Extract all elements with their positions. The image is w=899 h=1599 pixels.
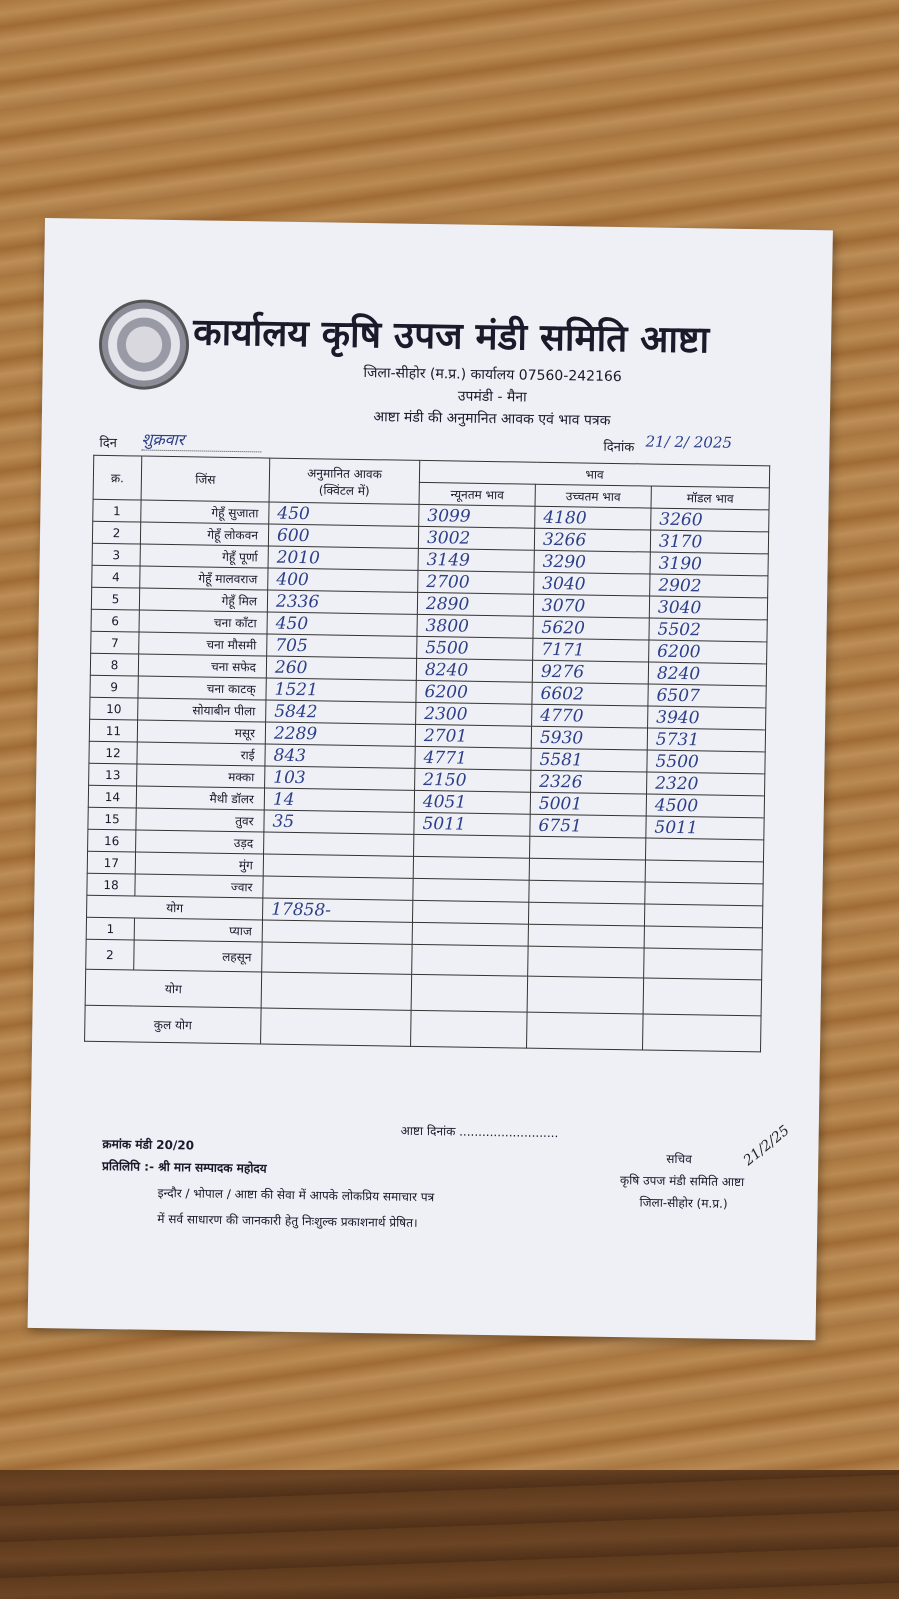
day-value: शुक्रवार <box>141 428 261 453</box>
row-modal-price: 6507 <box>648 684 766 708</box>
row-min-price: 3002 <box>418 526 534 550</box>
date-value: 21/ 2/ 2025 <box>645 432 733 452</box>
row-sn: 10 <box>90 697 138 720</box>
row-max-price: 3040 <box>534 572 650 596</box>
row-modal-price <box>645 860 763 884</box>
row-sn: 2 <box>86 939 134 970</box>
row-crop: गेहूँ लोकवन <box>140 522 268 546</box>
row-min-price: 5011 <box>414 812 530 836</box>
row-min-price: 4771 <box>415 746 531 770</box>
row-modal-price: 4500 <box>646 794 764 818</box>
row-min-price: 2701 <box>415 724 531 748</box>
date-label: दिनांक <box>603 439 635 456</box>
row-arrival: 600 <box>268 524 418 548</box>
row-max-price: 6751 <box>530 814 646 838</box>
sheet-heading: आष्टा मंडी की अनुमानित आवक एवं भाव पत्रक <box>373 409 611 429</box>
row-modal-price: 5502 <box>649 618 767 642</box>
table-edge <box>0 1470 899 1599</box>
district-contact: जिला-सीहोर (म.प्र.) कार्यालय 07560-242166 <box>363 365 622 386</box>
empty-cell <box>412 900 528 924</box>
row-modal-price: 8240 <box>648 662 766 686</box>
row-arrival: 2289 <box>265 722 415 746</box>
row-arrival <box>264 832 414 856</box>
header-min: न्यूनतम भाव <box>419 482 535 506</box>
row-sn: 13 <box>89 763 137 786</box>
row-modal-price: 2320 <box>647 772 765 796</box>
row-max-price: 7171 <box>533 638 649 662</box>
row-sn: 15 <box>88 807 136 830</box>
row-min-price <box>413 856 529 880</box>
row-max-price: 3266 <box>534 528 650 552</box>
row-sn: 16 <box>88 829 136 852</box>
empty-cell <box>644 948 762 980</box>
row-modal-price: 3940 <box>648 706 766 730</box>
mandi-seal-logo <box>98 299 189 390</box>
row-modal-price: 5731 <box>647 728 765 752</box>
price-table <box>84 455 770 1053</box>
row-max-price: 4180 <box>535 506 651 530</box>
row-sn: 6 <box>91 609 139 632</box>
row-min-price <box>413 878 529 902</box>
row-arrival: 14 <box>264 788 414 812</box>
copy-line-3: में सर्व साधारण की जानकारी हेतु निःशुल्क प्रकाशनार्थ प्रेषित। <box>157 1211 418 1230</box>
empty-cell <box>528 902 644 926</box>
row-sn: 9 <box>90 675 138 698</box>
price-sheet-document <box>28 218 833 1340</box>
header-arrival <box>269 458 420 504</box>
empty-cell <box>527 1012 644 1050</box>
row-sn: 5 <box>91 587 139 610</box>
copy-line-2: इन्दौर / भोपाल / आष्टा की सेवा में आपके लोकप्रिय समाचार पत्र <box>157 1185 435 1205</box>
total-value: 17858- <box>263 898 413 922</box>
row-min-price: 2150 <box>415 768 531 792</box>
row-crop: सोयाबीन पीला <box>138 698 266 722</box>
empty-cell <box>261 972 412 1010</box>
row-crop: राई <box>137 742 265 766</box>
header-max: उच्चतम भाव <box>535 484 651 508</box>
empty-cell <box>261 1008 412 1046</box>
sub-mandi: उपमंडी - मैना <box>457 388 527 406</box>
serial-number: क्रमांक मंडी 20/20 <box>102 1137 195 1153</box>
header-arrival-label: अनुमानित आवक <box>307 465 382 481</box>
row-crop: गेहूँ सुजाता <box>141 500 269 524</box>
empty-cell <box>412 922 528 946</box>
row-max-price: 9276 <box>532 660 648 684</box>
crop-rows <box>87 499 769 906</box>
row-sn: 12 <box>89 741 137 764</box>
row-min-price: 3149 <box>418 548 534 572</box>
header-price: भाव <box>419 460 769 487</box>
subtotal-label: योग <box>85 969 262 1008</box>
header-sn: क्र. <box>93 455 142 500</box>
row-modal-price <box>645 838 763 862</box>
row-arrival: 1521 <box>266 678 416 702</box>
header-modal: मॉडल भाव <box>651 486 769 510</box>
empty-cell <box>412 944 528 976</box>
row-modal-price: 3040 <box>649 596 767 620</box>
row-min-price <box>414 834 530 858</box>
header-crop: जिंस <box>141 456 270 502</box>
row-arrival: 450 <box>267 612 417 636</box>
row-arrival <box>263 854 413 878</box>
row-arrival <box>263 876 413 900</box>
row-max-price: 3290 <box>534 550 650 574</box>
row-min-price: 3099 <box>419 504 535 528</box>
row-arrival: 35 <box>264 810 414 834</box>
empty-cell <box>528 924 644 948</box>
day-label: दिन <box>99 435 118 452</box>
row-max-price: 4770 <box>532 704 648 728</box>
row-max-price: 3070 <box>533 594 649 618</box>
sign-title: सचिव <box>666 1151 692 1167</box>
row-crop: मैथी डॉलर <box>136 786 264 810</box>
row-modal-price <box>645 882 763 906</box>
row-min-price: 8240 <box>416 658 532 682</box>
row-modal-price: 5011 <box>646 816 764 840</box>
row-sn: 18 <box>87 873 135 896</box>
empty-cell <box>262 942 412 974</box>
row-crop: गेहूँ मालवराज <box>140 566 268 590</box>
empty-cell <box>644 904 762 928</box>
row-sn: 4 <box>92 565 140 588</box>
row-crop: प्याज <box>134 918 262 942</box>
row-crop: लहसून <box>134 940 262 972</box>
ashta-date-line: आष्टा दिनांक .......................... <box>400 1123 559 1141</box>
row-crop: उड़द <box>136 830 264 854</box>
row-arrival: 260 <box>266 656 416 680</box>
row-arrival: 843 <box>265 744 415 768</box>
row-sn: 3 <box>92 543 140 566</box>
empty-cell <box>644 926 762 950</box>
signature-date: 21/2/25 <box>740 1122 793 1170</box>
empty-cell <box>528 946 644 978</box>
row-max-price <box>529 880 645 904</box>
row-crop: मुंग <box>135 852 263 876</box>
row-arrival: 450 <box>269 502 419 526</box>
copy-line-1: प्रतिलिपि :- श्री मान सम्पादक महोदय <box>102 1159 267 1176</box>
empty-cell <box>262 920 412 944</box>
row-min-price: 2700 <box>418 570 534 594</box>
row-sn: 2 <box>92 521 140 544</box>
sign-district: जिला-सीहोर (म.प्र.) <box>639 1195 728 1211</box>
row-arrival: 2010 <box>268 546 418 570</box>
row-max-price: 5001 <box>530 792 646 816</box>
empty-cell <box>643 1014 762 1052</box>
sign-org: कृषि उपज मंडी समिति आष्टा <box>619 1173 745 1190</box>
row-min-price: 2300 <box>416 702 532 726</box>
row-arrival: 103 <box>265 766 415 790</box>
row-arrival: 2336 <box>267 590 417 614</box>
row-modal-price: 5500 <box>647 750 765 774</box>
row-modal-price: 2902 <box>650 574 768 598</box>
row-max-price: 5581 <box>531 748 647 772</box>
row-max-price <box>529 858 645 882</box>
row-max-price <box>530 836 646 860</box>
row-crop: गेहूँ मिल <box>139 588 267 612</box>
row-min-price: 6200 <box>416 680 532 704</box>
row-sn: 7 <box>91 631 139 654</box>
empty-cell <box>643 978 762 1016</box>
row-max-price: 6602 <box>532 682 648 706</box>
grand-total-label: कुल योग <box>85 1005 262 1044</box>
empty-cell <box>411 1010 528 1048</box>
row-modal-price: 6200 <box>649 640 767 664</box>
office-title: कार्यालय कृषि उपज मंडी समिति आष्टा <box>192 310 710 362</box>
row-min-price: 2890 <box>417 592 533 616</box>
row-sn: 1 <box>93 499 141 522</box>
row-crop: चना काँटा <box>139 610 267 634</box>
empty-cell <box>411 974 528 1012</box>
row-modal-price: 3190 <box>650 552 768 576</box>
header-arrival-unit: (क्विंटल में) <box>318 482 370 498</box>
total-label: योग <box>87 895 263 920</box>
row-crop: ज्वार <box>135 874 263 898</box>
row-sn: 11 <box>89 719 137 742</box>
row-max-price: 5930 <box>531 726 647 750</box>
row-sn: 1 <box>86 917 134 940</box>
row-crop: गेहूँ पूर्णा <box>140 544 268 568</box>
row-min-price: 5500 <box>417 636 533 660</box>
row-max-price: 2326 <box>531 770 647 794</box>
row-crop: चना मौसमी <box>139 632 267 656</box>
row-arrival: 400 <box>268 568 418 592</box>
row-crop: चना सफेद <box>138 654 266 678</box>
row-crop: तुवर <box>136 808 264 832</box>
row-sn: 14 <box>88 785 136 808</box>
empty-cell <box>527 976 644 1014</box>
row-arrival: 5842 <box>266 700 416 724</box>
row-crop: मसूर <box>137 720 265 744</box>
row-min-price: 4051 <box>414 790 530 814</box>
row-max-price: 5620 <box>533 616 649 640</box>
row-modal-price: 3170 <box>650 530 768 554</box>
row-arrival: 705 <box>267 634 417 658</box>
row-min-price: 3800 <box>417 614 533 638</box>
row-modal-price: 3260 <box>651 508 769 532</box>
row-crop: चना काटक् <box>138 676 266 700</box>
row-sn: 8 <box>90 653 138 676</box>
row-sn: 17 <box>87 851 135 874</box>
row-crop: मक्का <box>137 764 265 788</box>
